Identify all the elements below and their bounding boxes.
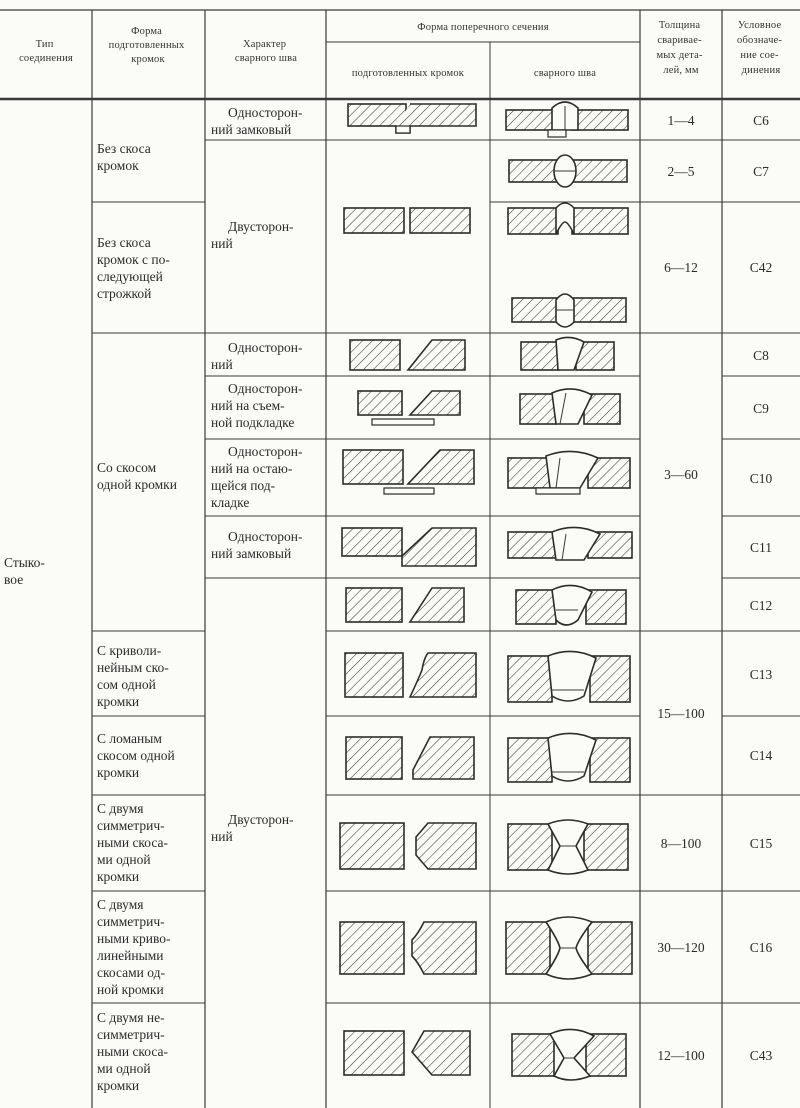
edge-drawing-c11 — [342, 528, 476, 566]
edge-form-two-asymmetric: С двумя не- симметрич- ными скоса- ми одной кромки — [97, 1010, 169, 1093]
header-col-seam-type: Характер сварного шва — [234, 39, 298, 64]
thickness-value: 3—60 — [664, 467, 698, 482]
weld-drawing-c7 — [509, 155, 627, 187]
weld-drawing-c43 — [512, 1029, 626, 1080]
thickness-value: 2—5 — [667, 164, 695, 179]
seam-type-one-side-removable-backing: Односторон- ний на съем- ной подкладке — [211, 381, 303, 430]
edge-drawing-c10 — [343, 450, 474, 494]
designation-code: С15 — [749, 836, 773, 851]
thickness-value: 12—100 — [657, 1048, 705, 1063]
edge-drawing-c16 — [340, 922, 476, 974]
designation-code: С14 — [749, 748, 773, 763]
designation-code: С13 — [749, 667, 773, 682]
weld-drawing-c15 — [508, 820, 628, 874]
header-section-form: Форма поперечного сечения — [417, 22, 549, 33]
edge-form-no-bevel: Без скоса кромок — [97, 141, 151, 173]
designation-code: С11 — [749, 540, 773, 555]
edge-drawing-c12 — [346, 588, 464, 622]
prepared-edges-drawings — [340, 104, 476, 1075]
designation-code: С7 — [753, 164, 769, 179]
header-col-joint-type: Тип соединения — [19, 39, 73, 64]
weld-drawing-c11 — [508, 527, 632, 560]
thickness-value: 30—120 — [657, 940, 705, 955]
weld-drawing-c14 — [508, 733, 630, 782]
designation-code: С8 — [753, 348, 769, 363]
edge-drawing-c15 — [340, 823, 476, 869]
weld-drawing-c16 — [506, 917, 632, 979]
designation-code: С43 — [749, 1048, 773, 1063]
edge-drawing-c8 — [350, 340, 465, 370]
designation-column — [750, 113, 773, 1063]
edge-form-one-bevel: Со скосом одной кромки — [97, 460, 177, 492]
header-col-designation: Условное обозначе- ние сое- динения — [737, 20, 783, 76]
seam-type-column — [211, 105, 306, 844]
edge-form-broken-bevel: С ломаным скосом одной кромки — [97, 731, 175, 780]
designation-code: С9 — [753, 401, 769, 416]
weld-drawing-c6 — [506, 102, 628, 137]
edge-drawing-c9 — [358, 391, 460, 425]
edge-form-curved-bevel: С криволи- нейным ско- сом одной кромки — [97, 643, 169, 709]
weld-drawing-c8 — [521, 337, 614, 370]
thickness-value: 6—12 — [664, 260, 698, 275]
joint-type-butt: Стыко- вое — [4, 555, 45, 587]
designation-code: С16 — [749, 940, 773, 955]
edge-drawing-c14 — [346, 737, 474, 779]
header-sub-weld-seam: сварного шва — [533, 68, 597, 79]
weld-drawing-c42-bottom — [512, 294, 626, 327]
seam-type-two-side: Двусторон- ний — [211, 219, 294, 251]
designation-code: С12 — [749, 598, 773, 613]
designation-code: С6 — [753, 113, 769, 128]
seam-type-one-side-remaining-backing: Односторон- ний на остаю- щейся под- кладке — [211, 444, 303, 510]
edge-form-two-symmetric-curved: С двумя симметрич- ными криво- линейными скосами од- ной кромки — [97, 897, 171, 997]
edge-drawing-c13 — [345, 653, 476, 697]
edge-drawing-c43 — [344, 1031, 470, 1075]
weld-drawing-c42-top — [508, 203, 628, 234]
weld-drawing-c9 — [520, 389, 620, 424]
edge-form-no-bevel-gouge: Без скоса кромок с по- следующей строжкой — [97, 235, 170, 301]
thickness-value: 8—100 — [660, 836, 702, 851]
edge-drawing-c7-c42 — [344, 208, 470, 233]
weld-drawing-c13 — [508, 651, 630, 702]
weld-seam-drawings — [506, 102, 632, 1080]
edge-drawing-c6 — [348, 104, 476, 133]
weld-drawing-c12 — [516, 585, 626, 625]
seam-type-two-side-2: Двусторон- ний — [211, 812, 294, 844]
thickness-value: 15—100 — [657, 706, 705, 721]
designation-code: С10 — [749, 471, 773, 486]
seam-type-one-side: Односторон- ний — [211, 340, 303, 372]
designation-code: С42 — [749, 260, 773, 275]
weld-drawing-c10 — [508, 451, 630, 494]
seam-type-one-side-lock: Односторон- ний замковый — [211, 105, 303, 137]
edge-form-column — [97, 141, 178, 1093]
seam-type-one-side-lock-2: Односторон- ний замковый — [211, 529, 303, 561]
thickness-value: 1—4 — [667, 113, 695, 128]
header-sub-prepared-edges: подготовленных кромок — [351, 68, 465, 79]
edge-form-two-symmetric: С двумя симметрич- ными скоса- ми одной кромки — [97, 801, 169, 884]
header-col-thickness: Толщина сваривае- мых дета- лей, мм — [656, 20, 703, 76]
thickness-column — [657, 113, 705, 1063]
table-header — [19, 20, 785, 79]
header-col-edge-form: Форма подготовленных кромок — [108, 26, 185, 65]
